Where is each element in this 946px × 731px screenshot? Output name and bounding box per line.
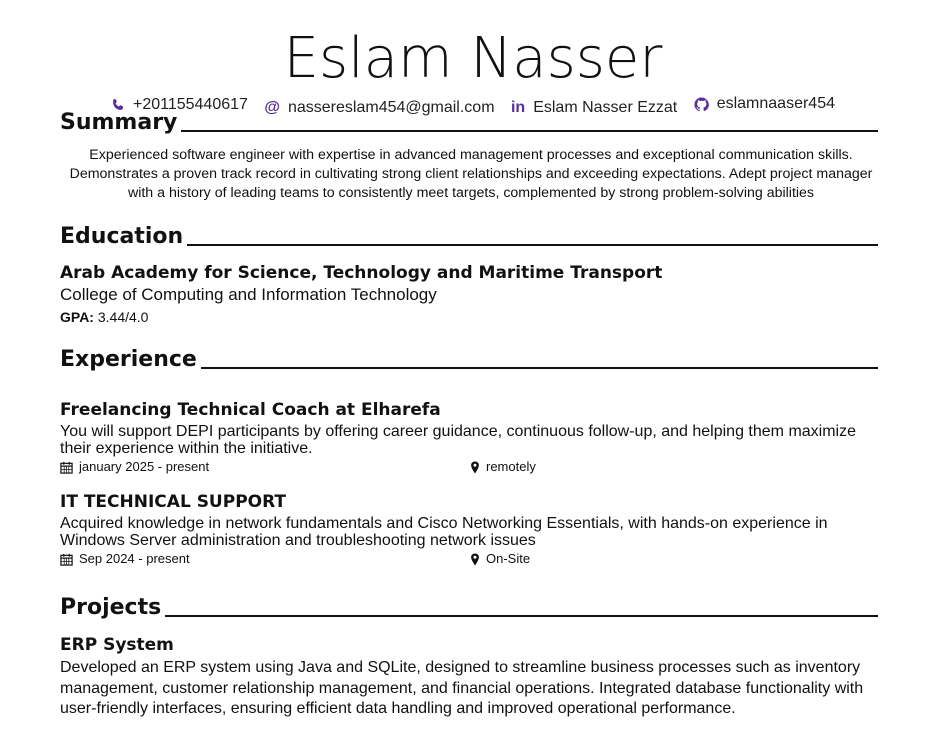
summary-section-header [60, 111, 878, 135]
projects-section-header [60, 596, 878, 620]
experience-location [470, 459, 536, 475]
education-heading: Education [60, 224, 184, 249]
summary-heading: Summary [60, 110, 178, 135]
github-username: eslamnaaser454 [716, 95, 835, 112]
experience-date [60, 551, 190, 567]
candidate-name: Eslam Nasser [283, 26, 663, 91]
summary-divider [181, 130, 878, 132]
gpa-label: GPA: [60, 309, 94, 325]
project-title: ERP System [60, 635, 174, 655]
experience-date [60, 459, 209, 475]
projects-divider [165, 615, 878, 617]
at-icon: @ [264, 98, 280, 116]
experience-location [470, 551, 530, 567]
experience-description: You will support DEPI participants by offering career guidance, continuous follow-up, and helping them maximize their experience within the initiative. [60, 423, 856, 457]
location-pin-icon [470, 461, 480, 474]
linkedin-icon: in [510, 98, 526, 116]
location-text: remotely [486, 459, 536, 474]
phone-number: +201155440617 [132, 95, 248, 113]
experience-title: IT TECHNICAL SUPPORT [60, 492, 287, 512]
experience-heading: Experience [60, 347, 197, 372]
education-institution: Arab Academy for Science, Technology and Maritime Transport [60, 263, 663, 283]
experience-description: Acquired knowledge in network fundamentals and Cisco Networking Essentials, with hands-on experience in Windows Server administration and troubleshooting network issues [60, 515, 828, 549]
date-text: january 2025 - present [79, 459, 210, 474]
calendar-icon [60, 461, 73, 474]
experience-title: Freelancing Technical Coach at Elharefa [60, 400, 441, 420]
education-section-header [60, 225, 878, 249]
linkedin-name: Eslam Nasser Ezzat [533, 98, 678, 116]
experience-section-header [60, 348, 878, 372]
experience-divider [201, 367, 878, 369]
location-pin-icon [470, 553, 480, 566]
summary-text: Experienced software engineer with expertise in advanced management processes and exceptional communication skills. Demonstrates a proven track record in cultivating strong client relationships and exceeding expectations. Adept project manager with a history of leading teams to consistently meet targets, complemented by strong problem-solving abilities [69, 147, 873, 201]
projects-heading: Projects [60, 595, 162, 620]
location-text: On-Site [486, 551, 531, 566]
email-address: nassereslam454@gmail.com [287, 98, 495, 116]
education-gpa [60, 308, 148, 326]
education-college: College of Computing and Information Technology [60, 285, 437, 304]
date-text: Sep 2024 - present [79, 551, 190, 566]
calendar-icon [60, 553, 73, 566]
github-icon [694, 97, 709, 112]
project-description: Developed an ERP system using Java and SQLite, designed to streamline business processes such as inventory management, customer relationship management, and financial operations. Integrated database functionality with user-friendly interfaces, ensuring efficient data handling and improved operational performance. [60, 659, 864, 717]
gpa-value: 3.44/4.0 [97, 309, 149, 325]
education-divider [187, 244, 878, 246]
